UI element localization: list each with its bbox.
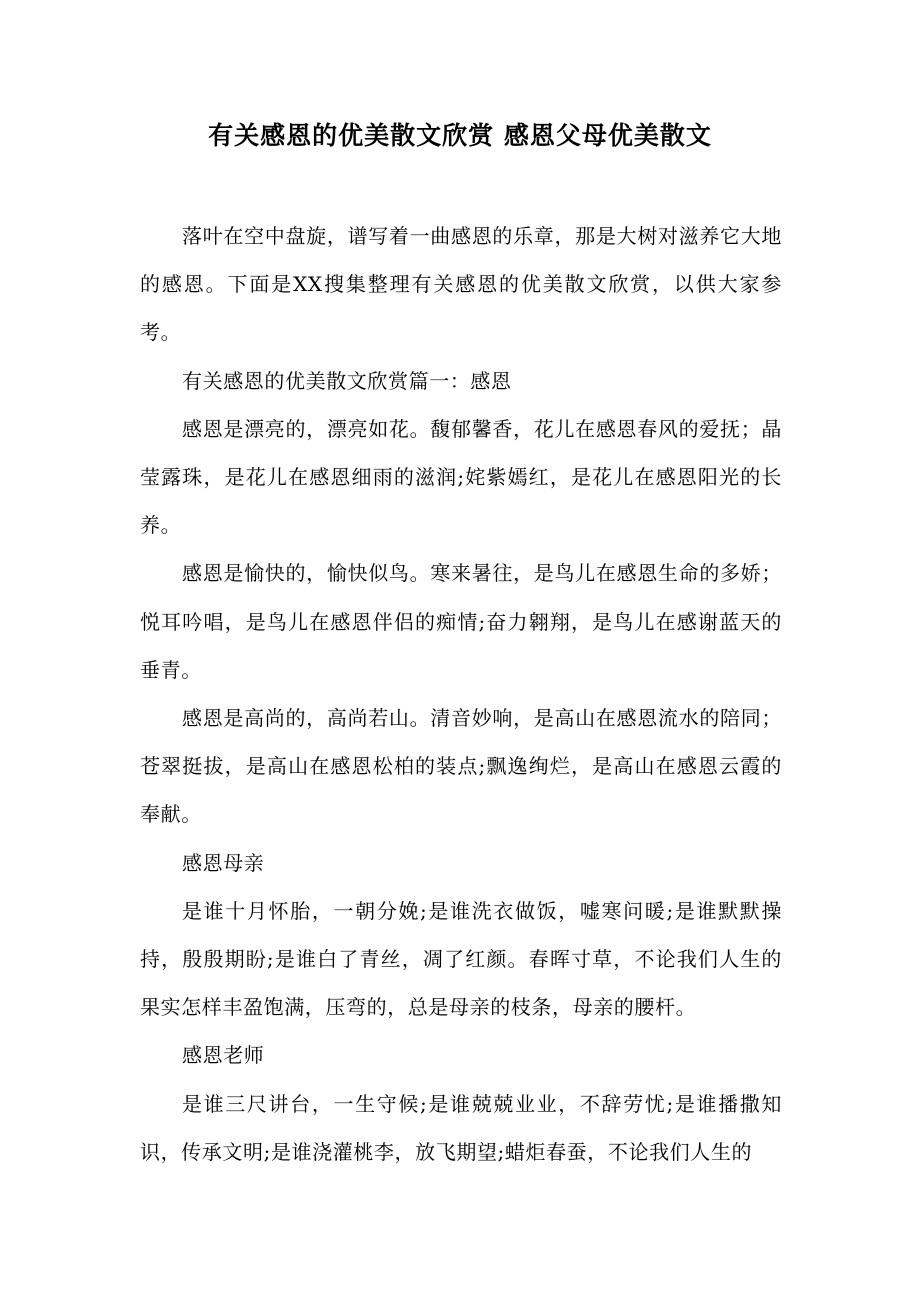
section-heading-1: 有关感恩的优美散文欣赏篇一：感恩 [182,368,512,393]
paragraph-mother: 是谁十月怀胎，一朝分娩;是谁洗衣做饭，嘘寒问暖;是谁默默操持，殷殷期盼;是谁白了青丝，凋了红颜。春晖寸草，不论我们人生的果实怎样丰盈饱满，压弯的，总是母亲的枝条，母亲的腰杆。 [140,898,782,1020]
section-heading-teacher: 感恩老师 [182,1043,265,1068]
paragraph-happy: 感恩是愉快的，愉快似鸟。寒来暑往，是鸟儿在感恩生命的多娇；悦耳吟唱，是鸟儿在感恩伴侣的痴情;奋力翱翔，是鸟儿在感谢蓝天的垂青。 [140,561,782,682]
document-body [140,212,782,1176]
section-heading-mother: 感恩母亲 [182,850,265,875]
paragraph-noble: 感恩是高尚的，高尚若山。清音妙响，是高山在感恩流水的陪同；苍翠挺拔，是高山在感恩松柏的装点;飘逸绚烂，是高山在感恩云霞的奉献。 [140,706,782,827]
paragraph-intro: 落叶在空中盘旋，谱写着一曲感恩的乐章，那是大树对滋养它大地的感恩。下面是XX搜集整理有关感恩的优美散文欣赏，以供大家参考。 [140,224,782,345]
paragraph-teacher: 是谁三尺讲台，一生守候;是谁兢兢业业，不辞劳忧;是谁播撒知识，传承文明;是谁浇灌桃李，放飞期望;蜡炬春蚕，不论我们人生的 [140,1091,782,1164]
document-title: 有关感恩的优美散文欣赏 感恩父母优美散文 [208,121,712,150]
paragraph-beautiful: 感恩是漂亮的，漂亮如花。馥郁馨香，花儿在感恩春风的爱抚；晶莹露珠，是花儿在感恩细雨的滋润;姹紫嫣红，是花儿在感恩阳光的长养。 [140,416,782,538]
